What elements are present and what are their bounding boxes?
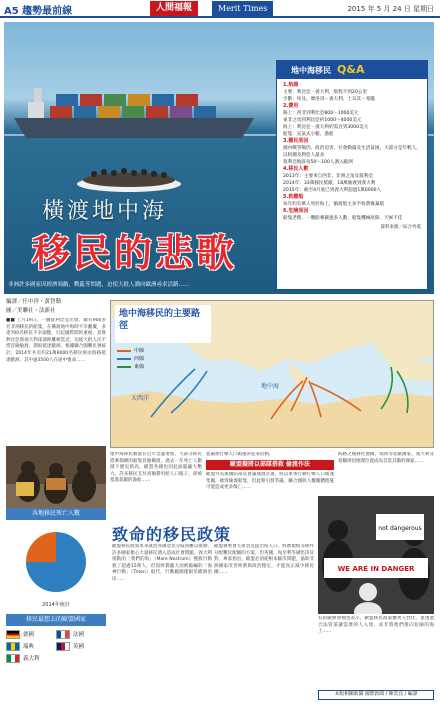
qa-item-text: 船隻老舊、一艘船乘載過多人數，船隻機械故障、天候不佳 <box>283 216 403 221</box>
article-column: 歐盟外長與國防部長會議通過計畫，將以軍事行動打擊人口販運集團，摧毀偷渡船隻，但此舉引發爭議，聯合國與人權團體擔憂可能造成更多傷亡…… <box>206 472 334 491</box>
flag-item-uk: 英國 <box>56 640 106 652</box>
qa-item-text: 主要：利比亞－義大利，航程不到20公里 <box>283 90 367 95</box>
chart-note: 2014年統計 <box>42 602 70 608</box>
article-column: 並嚴加打擊人口販運的犯罪活動。 <box>206 452 274 457</box>
pie-slice <box>26 532 56 562</box>
article-column: 有的歐洲領袖也表示，歐盟移民政策應更人性化，並透過合法管道讓需要的人入境，而非將他們推向危險的海上…… <box>318 616 434 635</box>
article-column: ■■ 上月19日，一艘從利比亞出發、載有900多名非洲移民的船隻，在橫渡地中海時不幸翻覆，多達700名移民不幸溺斃，引起國際間的重視。其實利比亞與義大利南部距離相當近，迫使大批人民不惜冒險偷渡，期盼抵達歐洲。根據聯合國難民署統計，2014年共有約21萬8000名移民經由海路抵達歐洲，其中逾3500人在途中喪命…… <box>6 318 106 363</box>
protest-sign-small: not dangerous <box>378 525 422 532</box>
flag-item-italy: 義大利 <box>6 652 56 664</box>
protest-photo <box>318 496 434 614</box>
qa-item-text: 海上：利比亞－義大利約需百到3000美元 <box>283 125 369 130</box>
qa-item-label: 2.費用 <box>283 103 299 109</box>
hero-title-small: 橫渡地中海 <box>42 199 168 224</box>
issue-date: 2015 年 5 月 24 日 星期日 <box>347 5 434 13</box>
footer-note: 本版相關新聞 國際新聞 / 陳奕良 / 編譯 <box>318 690 434 700</box>
migrant-boat-icon <box>74 164 184 194</box>
qa-item-text: 少數：埃及、摩洛哥－義大利、土耳其－希臘 <box>283 97 375 102</box>
newspaper-subtitle: Merit Times <box>212 1 273 16</box>
qa-heading-accent: Q&A <box>337 63 365 76</box>
refugee-photo <box>6 446 106 508</box>
legend-item: 西線 <box>117 355 144 363</box>
qa-body <box>277 79 427 234</box>
section-label: A5 趨勢最前線 <box>4 6 73 17</box>
qa-box <box>276 60 428 290</box>
map-legend <box>117 347 144 371</box>
qa-item-text: 國內戰爭頻仍、政治迫害、社會動蕩及生活貧困，大部分是年輕人，以阿爾及利亞人最多 <box>283 146 421 158</box>
legend-item: 中線 <box>117 347 144 355</box>
page-header <box>0 0 440 18</box>
flag-icon <box>6 642 20 651</box>
subhead: 歐盟擬將以部隊搭救 偷渡作法 <box>206 460 334 470</box>
article-column: 歐盟執委會主席容克提出按人口、經濟規模等條件分配難民配額的方案，但英國、匈牙利等國堅決反對。專家指出，歐盟必須從根本解決問題，協助非洲國家改善經濟與政治穩定，才能真正減少移民潮…… <box>214 544 314 576</box>
protest-sign: WE ARE IN DANGER <box>337 565 415 573</box>
byline <box>6 298 106 316</box>
qa-source: 資料來源／綜合外電 <box>380 225 421 230</box>
qa-item-text: 2013年：主要來自西非、非洲之角及敘利亞 <box>283 174 373 179</box>
flags-title: 移民最想去的歐盟國家 <box>6 614 106 626</box>
qa-item-label: 4.移民人數 <box>283 166 309 172</box>
newspaper-logo: 人間福報 <box>150 1 198 16</box>
article-column: 歐盟移民政策本來就因各國意見分歧而難以推動，許多國家擔心大量移民湧入造成社會問題。義大利推動的「我們的海」（Mare Nostrum）搜救行動救了超過15萬人，但因經費龐大而被縮編的「海神行動」（Triton）取代，行動範圍僅限於歐洲沿岸…… <box>112 544 212 582</box>
qa-item-text: 敘利亞地區每50～100人湧入歐洲 <box>283 160 353 165</box>
flag-item-france: 法國 <box>56 628 106 640</box>
byline-editor: 編譯／任中祥・黃智勤 <box>6 299 62 305</box>
article-column: 海路之後移往德國、瑞典等北歐國家，義大利及希臘則因地理位置成為首當其衝的國家…… <box>338 452 434 464</box>
qa-item-text: 東非之馬到利比亞約1000～4000美元 <box>283 118 362 123</box>
flag-icon <box>6 654 20 663</box>
legend-item: 東線 <box>117 363 144 371</box>
qa-item-text: 路上：西非到利比亞800～1000美元 <box>283 111 359 116</box>
hero-title: 移民的悲歌 <box>32 231 238 275</box>
qa-item-text: 每年約有萬人死於海上，偷渡船主多半收費後棄船 <box>283 202 385 207</box>
map-title: 地中海移民的主要路徑 <box>115 305 211 343</box>
qa-item-label: 5.救難船 <box>283 194 304 200</box>
qa-item-label: 1.航線 <box>283 82 299 88</box>
qa-heading: 地中海移民 Q&A <box>277 61 427 79</box>
byline-photo: 圖／美聯社・法新社 <box>6 308 56 314</box>
map-label-atlantic: 大西洋 <box>131 395 150 402</box>
death-toll-chart <box>6 522 106 610</box>
flag-list <box>6 628 106 664</box>
qa-item-text: 船隻：充氣式小艇、漁船 <box>283 132 334 137</box>
qa-item-text: 2014年：33萬移民抵歐，18萬偷渡到義大利 <box>283 181 376 186</box>
hero-caption: 非洲許多國家因經濟凋敝、戰亂等問題，迫使大批人潮向歐洲尋求活路…… <box>8 282 190 288</box>
chart-title: 各地移民死亡人數 <box>6 508 106 520</box>
cargo-ship-icon <box>14 60 264 140</box>
flag-icon <box>56 642 70 651</box>
qa-item-label: 6.危險原因 <box>283 208 309 214</box>
qa-item-label: 3.難民原因 <box>283 138 309 144</box>
qa-item-text: 2015年：截至4月底已到義大利超過1萬6000人 <box>283 188 382 193</box>
section-title-policy: 致命的移民政策 <box>112 525 232 544</box>
flag-item-sweden: 瑞典 <box>6 640 56 652</box>
flag-icon <box>6 630 20 639</box>
migration-route-map <box>110 300 434 448</box>
flag-icon <box>56 630 70 639</box>
flag-item-germany: 德國 <box>6 628 56 640</box>
map-label-med: 地中海 <box>261 383 280 390</box>
article-column: 地中海移民數量在近年急遽增加，大部分移民搭乘簡陋的船隻冒險橫渡，過去一年死亡人數創下歷史新高，歐盟各國也因此面臨龐大壓力。許多移民支付高額費用給人口販子，卻被塞進超載的漁船…… <box>110 452 202 484</box>
